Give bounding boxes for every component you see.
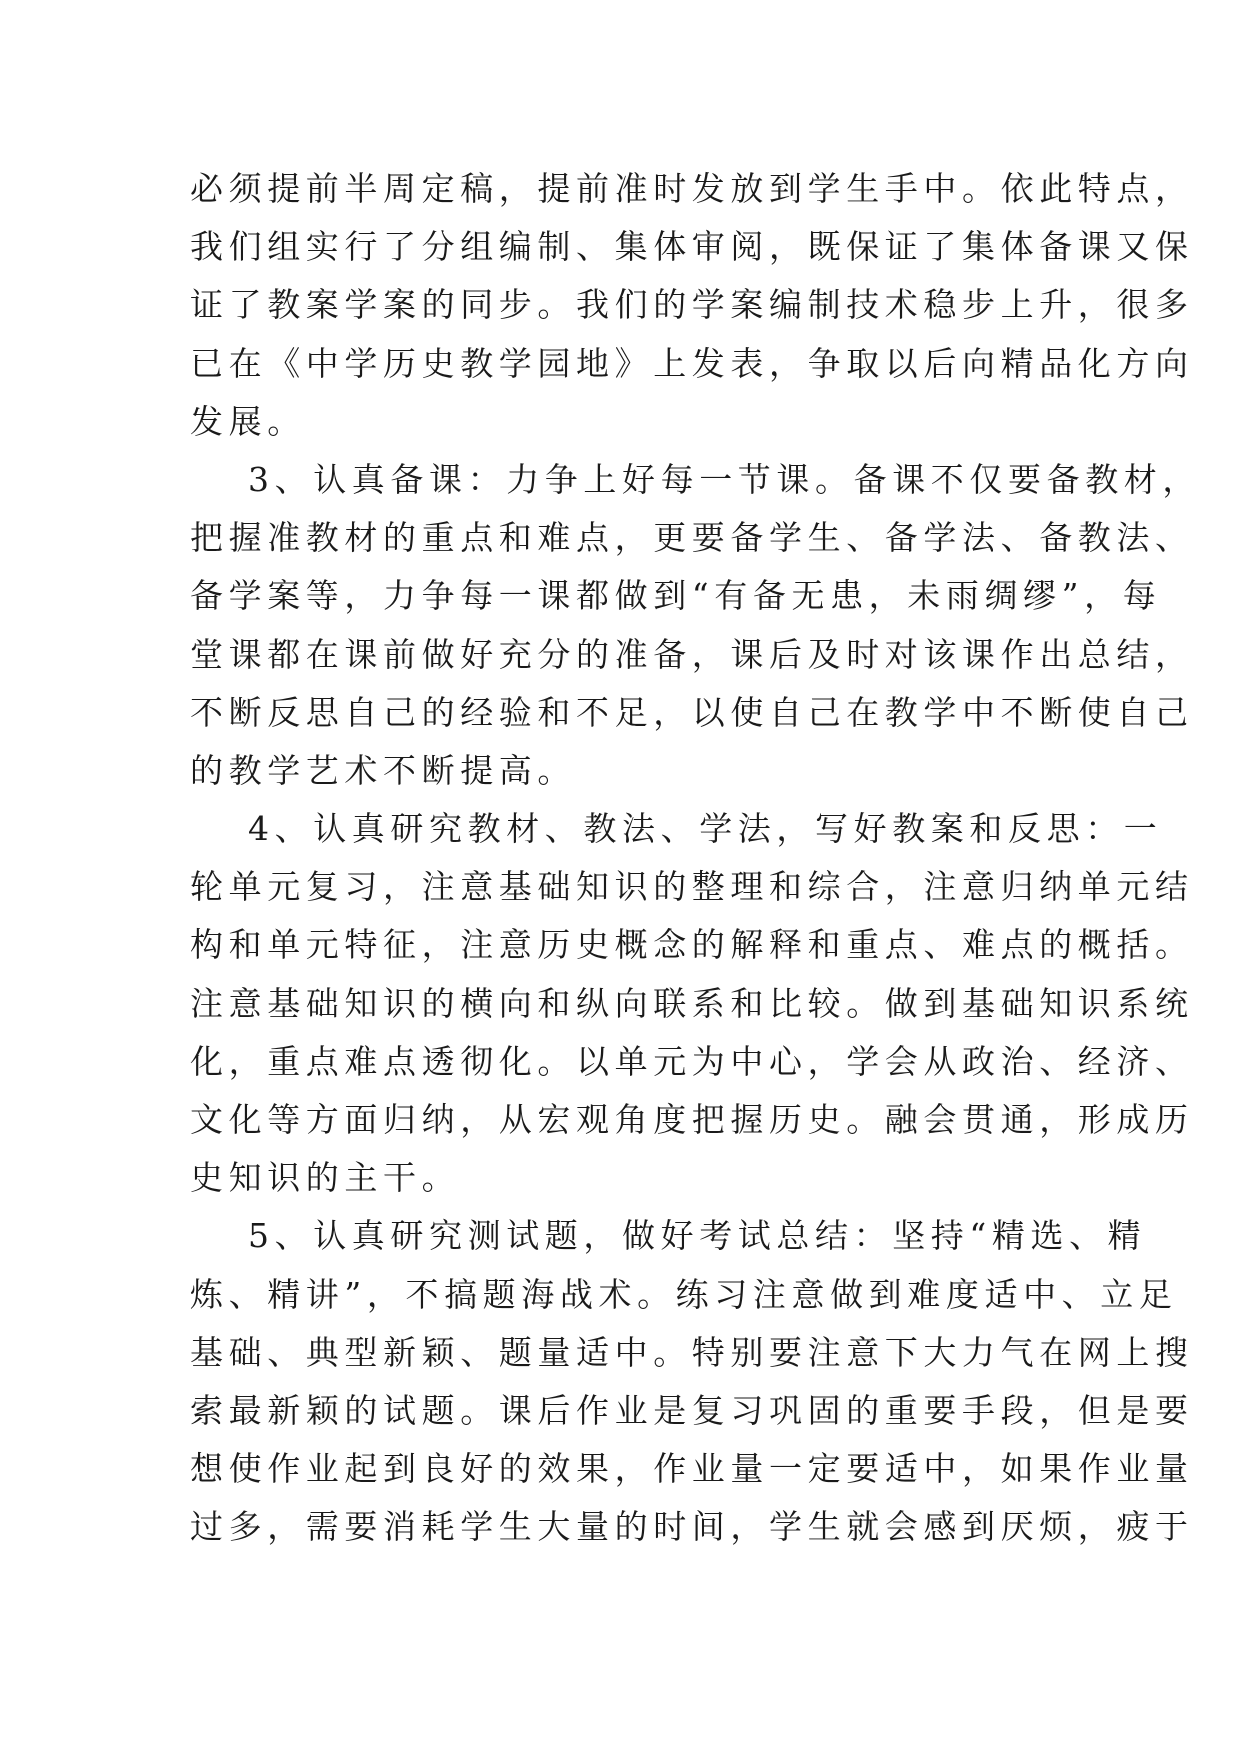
text-line: 把握准教材的重点和难点，更要备学生、备学法、备教法、 (190, 518, 1194, 558)
text-line: 堂课都在课前做好充分的准备，课后及时对该课作出总结， (190, 634, 1194, 674)
text-line: 炼、精讲”，不搞题海战术。练习注意做到难度适中、立足 (190, 1274, 1178, 1314)
text-line: 想使作业起到良好的效果，作业量一定要适中，如果作业量 (190, 1449, 1194, 1489)
text-line: 构和单元特征，注意历史概念的解释和重点、难点的概括。 (190, 925, 1194, 965)
text-line: 备学案等，力争每一课都做到“有备无患，未雨绸缪”，每 (190, 576, 1162, 616)
paragraph-4-start: 4、认真研究教材、教法、学法，写好教案和反思：一 (248, 809, 1163, 849)
body-text (190, 160, 1201, 1557)
text-line: 化，重点难点透彻化。以单元为中心，学会从政治、经济、 (190, 1041, 1194, 1081)
text-line: 史知识的主干。 (190, 1158, 461, 1198)
text-line: 已在《中学历史教学园地》上发表，争取以后向精品化方向 (190, 343, 1194, 383)
text-line: 我们组实行了分组编制、集体审阅，既保证了集体备课又保 (190, 227, 1194, 267)
text-line: 证了教案学案的同步。我们的学案编制技术稳步上升，很多 (190, 285, 1194, 325)
text-line: 注意基础知识的横向和纵向联系和比较。做到基础知识系统 (190, 983, 1194, 1023)
paragraph-3-start: 3、认真备课：力争上好每一节课。备课不仅要备教材， (248, 459, 1201, 499)
text-line: 轮单元复习，注意基础知识的整理和综合，注意归纳单元结 (190, 867, 1194, 907)
paragraph-5-start: 5、认真研究测试题，做好考试总结：坚持“精选、精 (248, 1216, 1147, 1256)
text-line: 必须提前半周定稿，提前准时发放到学生手中。依此特点， (190, 169, 1194, 208)
text-line: 基础、典型新颖、题量适中。特别要注意下大力气在网上搜 (190, 1332, 1194, 1372)
text-line: 过多，需要消耗学生大量的时间，学生就会感到厌烦，疲于 (190, 1507, 1194, 1547)
text-line: 不断反思自己的经验和不足，以使自己在教学中不断使自己 (190, 692, 1194, 732)
text-line: 索最新颖的试题。课后作业是复习巩固的重要手段，但是要 (190, 1390, 1194, 1430)
text-line: 的教学艺术不断提高。 (190, 750, 576, 790)
text-line: 文化等方面归纳，从宏观角度把握历史。融会贯通，形成历 (190, 1100, 1194, 1139)
text-line: 发展。 (190, 401, 306, 441)
